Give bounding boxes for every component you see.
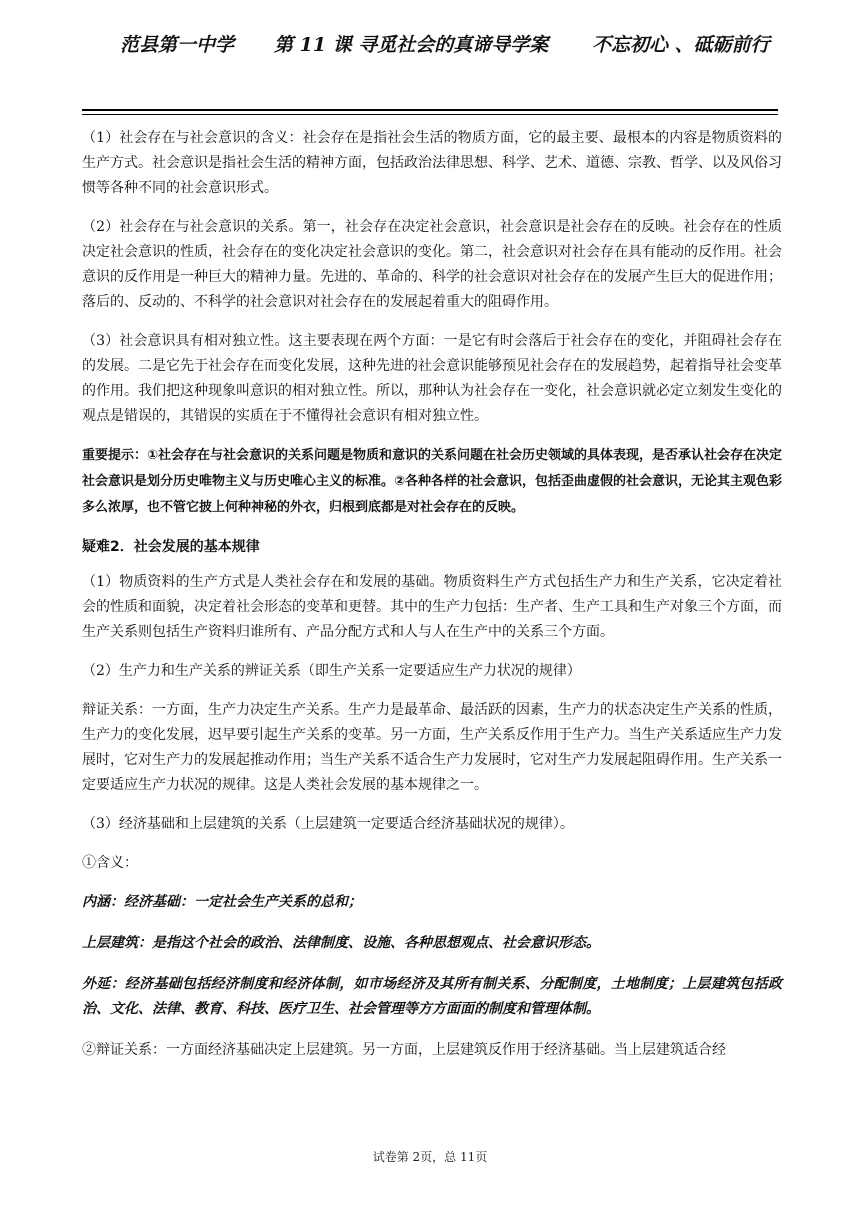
header-divider-thick — [82, 109, 778, 111]
paragraph-dialectic-2: ②辩证关系：一方面经济基础决定上层建筑。另一方面，上层建筑反作用于经济基础。当上层建筑适合经 — [82, 1042, 726, 1058]
page-header — [0, 30, 860, 70]
important-tip: 重要提示：①社会存在与社会意识的关系问题是物质和意识的关系问题在社会历史领域的具体表现，是否承认社会存在决定社会意识是划分历史唯物主义与历史唯心主义的标准。②各种各样的社会意识，包括歪曲虚假的社会意识，无论其主观色彩多么浓厚，也不管它披上何种神秘的外衣，归根到底都是对社会存在的反映。 — [82, 448, 783, 515]
paragraph-production-mode: （1）物质资料的生产方式是人类社会存在和发展的基础。物质资料生产方式包括生产力和生产关系，它决定着社会的性质和面貌，决定着社会形态的变革和更替。其中的生产力包括：生产者、生产工具和生产对象三个方面，而生产关系则包括生产资料归谁所有、产品分配方式和人与人在生产中的关系三个方面。 — [82, 574, 782, 640]
header-motto: 不忘初心 、砥砺前行 — [592, 34, 770, 56]
paragraph-independence: （3）社会意识具有相对独立性。这主要表现在两个方面：一是它有时会落后于社会存在的变化，并阻碍社会存在的发展。二是它先于社会存在而变化发展，这种先进的社会意识能够预见社会存在的发展趋势，起着指导社会变革的作用。我们把这种现象叫意识的相对独立性。所以，那种认为社会存在一变化，社会意识就必定立刻发生变化的观点是错误的，其错误的实质在于不懂得社会意识有相对独立性。 — [82, 333, 782, 424]
paragraph-subheading-base: （3）经济基础和上层建筑的关系（上层建筑一定要适合经济基础状况的规律）。 — [82, 816, 574, 832]
page-footer: 试卷第 2页，总 11页 — [372, 1150, 488, 1164]
paragraph-subheading-productivity: （2）生产力和生产关系的辨证关系（即生产关系一定要适应生产力状况的规律） — [82, 663, 581, 679]
paragraph-extension: 外延：经济基础包括经济制度和经济体制，如市场经济及其所有制关系、分配制度，土地制度；上层建筑包括政治、文化、法律、教育、科技、医疗卫生、社会管理等方方面面的制度和管理体制。 — [82, 976, 782, 1017]
paragraph-superstructure: 上层建筑：是指这个社会的政治、法律制度、设施、各种思想观点、社会意识形态。 — [82, 935, 600, 951]
header-school: 范县第一中学 — [120, 34, 235, 56]
header-lesson-title: 第 11 课 寻觅社会的真谛导学案 — [274, 34, 549, 56]
paragraph-dialectic: 辩证关系：一方面，生产力决定生产关系。生产力是最革命、最活跃的因素，生产力的状态决定生产关系的性质，生产力的变化发展，迟早要引起生产关系的变革。另一方面，生产关系反作用于生产力。当生产关系适应生产力发展时，它对生产力的发展起推动作用；当生产关系不适合生产力发展时，它对生产力发展起阻碍作用。生产关系一定要适应生产力状况的规律。这是人类社会发展的基本规律之一。 — [82, 702, 782, 793]
section-heading: 疑难2．社会发展的基本规律 — [82, 539, 260, 555]
paragraph-definition: （1）社会存在与社会意识的含义：社会存在是指社会生活的物质方面，它的最主要、最根本的内容是物质资料的生产方式。社会意识是指社会生活的精神方面，包括政治法律思想、科学、艺术、道德、宗教、哲学、以及风俗习惯等各种不同的社会意识形式。 — [82, 130, 782, 196]
paragraph-meaning-label: ①含义： — [82, 855, 138, 871]
document-body — [82, 126, 782, 1077]
paragraph-connotation: 内涵：经济基础：一定社会生产关系的总和； — [82, 894, 362, 910]
header-divider-thin — [82, 114, 778, 115]
paragraph-relationship: （2）社会存在与社会意识的关系。第一，社会存在决定社会意识，社会意识是社会存在的反映。社会存在的性质决定社会意识的性质，社会存在的变化决定社会意识的变化。第二，社会意识对社会存在具有能动的反作用。社会意识的反作用是一种巨大的精神力量。先进的、革命的、科学的社会意识对社会存在的发展产生巨大的促进作用；落后的、反动的、不科学的社会意识对社会存在的发展起着重大的阻碍作用。 — [82, 219, 782, 310]
